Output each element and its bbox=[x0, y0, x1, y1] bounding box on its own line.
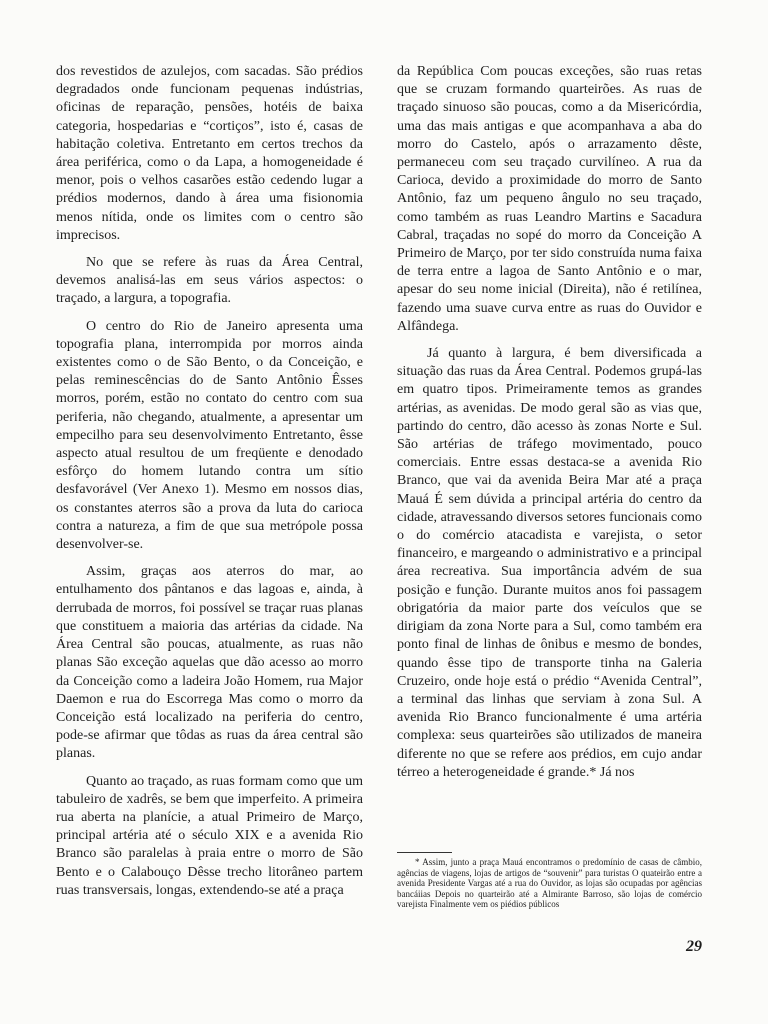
right-text-column bbox=[397, 63, 702, 791]
footnote-divider bbox=[397, 852, 452, 853]
page-number: 29 bbox=[686, 938, 702, 955]
paragraph: Já quanto à largura, é bem diversificada a situação das ruas da Área Central. Podemos grupá-las em quatro tipos. Primeiramente temos as grandes artérias, as avenidas. De modo geral são as vias que, partindo do centro, dão acesso às zonas Norte e Sul. São artérias de tráfego movimentado, pouco comerciais. Entre essas destaca-se a avenida Rio Branco, que vai da avenida Beira Mar até a praça Mauá É sem dúvida a principal artéria do centro da cidade, atravessando diversos setores funcionais como o do comércio atacadista e varejista, o setor financeiro, e margeando o administrativo e a principal área recreativa. Sua importância advém de sua posição e função. Durante muitos anos foi passagem obrigatória da maior parte dos veículos que se dirigiam da zona Norte para a Sul, como também era ponto final de linhas de ônibus e mesmo de bondes, quando êsse tipo de transporte tinha na Galeria Cruzeiro, onde hoje está o prédio “Avenida Central”, a terminal das linhas que serviam à zona Sul. A avenida Rio Branco funcionalmente é uma artéria complexa: seus quarteirões são utilizados de maneira diferente no que se refere aos prédios, em cujo andar térreo a heterogeneidade é grande.* Já nos bbox=[397, 346, 702, 780]
paragraph: Quanto ao traçado, as ruas formam como que um tabuleiro de xadrês, se bem que imperfeito. A primeira rua aberta na planície, a atual Primeiro de Março, principal artéria até o século XIX e a avenida Rio Branco são paralelas à praia entre o morro de São Bento e o Calabouço Dêsse trecho litorâneo partem ruas transversais, longas, extendendo-se até a praça bbox=[56, 773, 363, 898]
paragraph: da República Com poucas exceções, são ruas retas que se cruzam formando quarteirões. As ruas de traçado sinuoso são poucas, como a da Misericórdia, uma das mais antigas e que acompanhava a aba do morro do Castelo, após o arrazamento dêste, permaneceu com seu traçado curvilíneo. A rua da Carioca, devido a proximidade do morro de Santo Antônio, faz um pequeno ângulo no seu traçado, como também as ruas Leandro Martins e Sacadura Cabral, traçadas no sopé do morro da Conceição A Primeiro de Março, por ter sido construída numa faixa de terra entre a lagoa de Santo Antônio e o mar, apesar do seu nome inicial (Direita), não é retilínea, fazendo uma suave curva entre as ruas do Ouvidor e Alfândega. bbox=[397, 64, 702, 334]
paragraph: dos revestidos de azulejos, com sacadas. São prédios degradados onde funcionam pequenas indústrias, oficinas de reparação, pensões, hotéis de baixa categoria, hospedarias e “cortiços”, isto é, casas de habitação coletiva. Entretanto em certos trechos da área periférica, como o da Lapa, a homogeneidade é menor, pois o velhos casarões estão cedendo lugar a prédios modernos, dando à área uma fisionomia menos nítida, onde os limites com o centro são imprecisos. bbox=[56, 64, 363, 243]
paragraph: Assim, graças aos aterros do mar, ao entulhamento dos pântanos e das lagoas e, ainda, à derrubada de morros, foi possível se traçar ruas planas que constituem a maioria das artérias da cidade. Na Área Central são poucas, atualmente, as ruas não planas São exceção aquelas que dão acesso ao morro da Conceição como a ladeira João Homem, rua Major Daemon e rua do Escorrega Mas como o morro da Conceição está localizado na periferia do centro, pode-se afirmar que tôdas as ruas da área central são planas. bbox=[56, 564, 363, 762]
left-text-column bbox=[56, 63, 363, 909]
paragraph: No que se refere às ruas da Área Central, devemos analisá-las em seus vários aspectos: o traçado, a largura, a topografia. bbox=[56, 255, 363, 307]
footnote: * Assim, junto a praça Mauá encontramos o predomínio de casas de câmbio, agências de viagens, lojas de artigos de “souvenir” para turistas O quateirão entre a avenida Presidente Vargas até a rua do Ouvidor, as lojas são ocupadas por agências bancáiias Depois no quarteirão até a Almirante Barroso, são lojas de comércio varejista Finalmente vem os piédios públicos bbox=[397, 857, 702, 910]
paragraph: O centro do Rio de Janeiro apresenta uma topografia plana, interrompida por morros ainda existentes como o de São Bento, o da Conceição, e pelas reminescências do de Santo Antônio Êsses morros, porém, estão no contato do centro com sua periferia, não chegando, atualmente, a apresentar um empecilho para seu desenvolvimento Entretanto, êsse aspecto atual resultou de um freqüente e denodado esfôrço do homem lutando contra um sítio desfavorável (Ver Anexo 1). Mesmo em nossos dias, os constantes aterros são a prova da luta do carioca contra a natureza, a fim de que sua metrópole possa desenvolver-se. bbox=[56, 318, 363, 553]
